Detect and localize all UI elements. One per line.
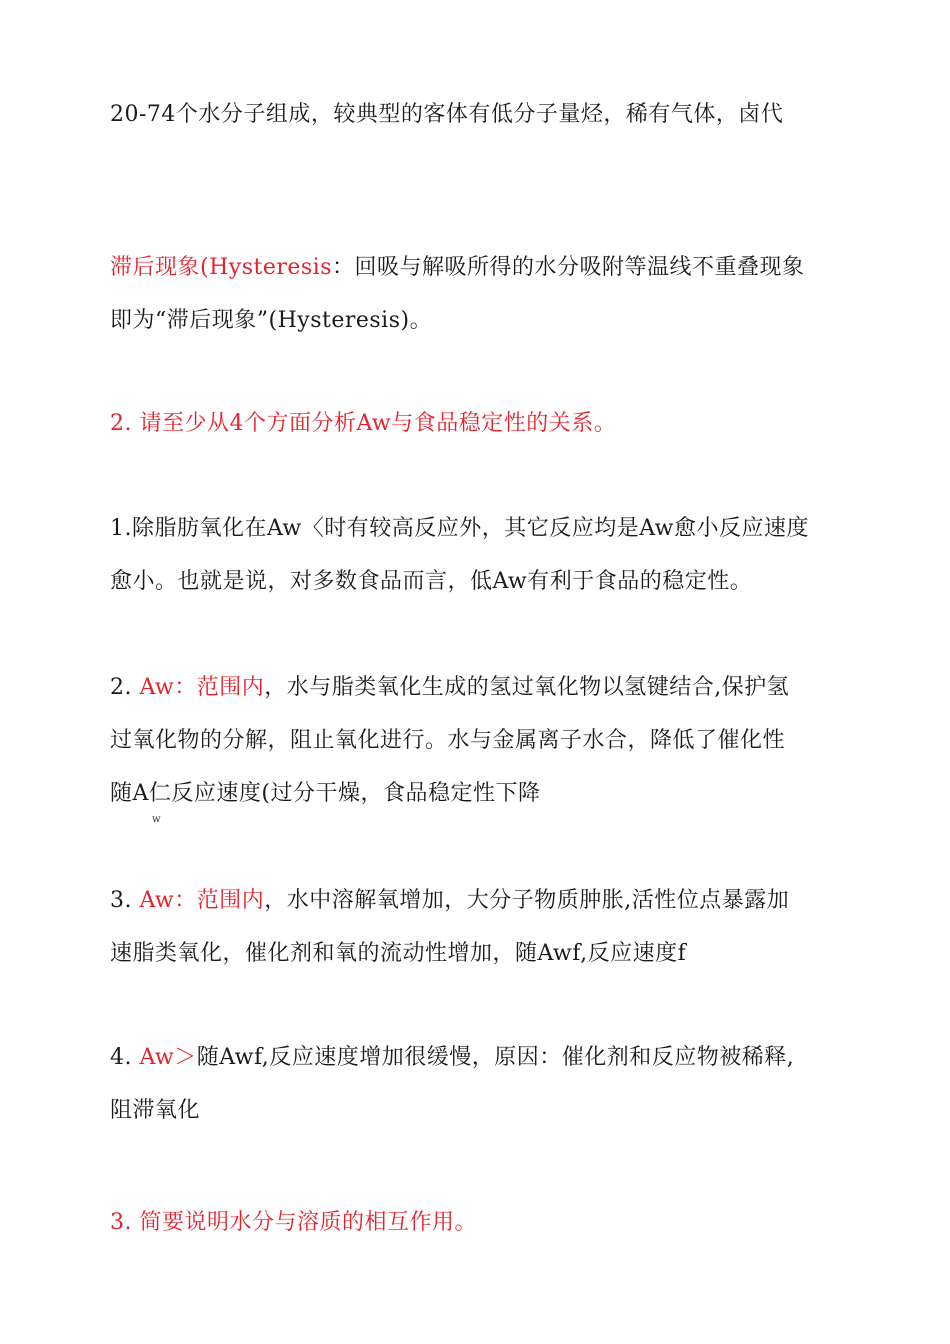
answer-1-line-2: 愈小。也就是说，对多数食品而言，低Aw有利于食品的稳定性。 (110, 569, 753, 594)
answer-2-number: 2. (110, 675, 140, 700)
answer-3-line-2: 速脂类氧化，催化剂和氧的流动性增加，随Awf,反应速度f (110, 941, 687, 966)
answer-2-subscript: w (152, 814, 161, 825)
answer-4-number: 4. (110, 1045, 140, 1070)
question-2-heading: 2. 请至少从4个方面分析Aw与食品稳定性的关系。 (110, 411, 617, 436)
hysteresis-definition-line-1 (110, 253, 805, 283)
answer-3-text: ，水中溶解氧增加，大分子物质肿胀,活性位点暴露加 (264, 888, 790, 913)
answer-2-aw-range: Aw：范围内 (139, 675, 265, 700)
answer-4-line-1 (110, 1043, 794, 1073)
answer-2-line-3: 随A仁反应速度(过分干燥，食品稳定性下降 (110, 781, 541, 806)
answer-2-text: ，水与脂类氧化生成的氢过氧化物以氢键结合,保护氢 (264, 675, 790, 700)
hysteresis-definition-text: ：回吸与解吸所得的水分吸附等温线不重叠现象 (332, 255, 805, 280)
question-3-heading: 3. 简要说明水分与溶质的相互作用。 (110, 1210, 477, 1235)
answer-2-line-2: 过氧化物的分解，阻止氧化进行。水与金属离子水合，降低了催化性 (110, 728, 786, 753)
answer-3-aw-range: Aw：范围内 (139, 888, 265, 913)
clathrate-text-line: 20-74个水分子组成，较典型的客体有低分子量烃，稀有气体，卤代 (110, 102, 784, 127)
answer-4-aw-range: Aw＞ (139, 1045, 197, 1070)
answer-1-line-1: 1.除脂肪氧化在Aw〈时有较高反应外，其它反应均是Aw愈小反应速度 (110, 516, 809, 541)
answer-4-line-2: 阻滞氧化 (110, 1098, 201, 1123)
hysteresis-definition-line-2: 即为“滞后现象”(Hysteresis)。 (110, 308, 433, 333)
answer-4-text: 随Awf,反应速度增加很缓慢，原因：催化剂和反应物被稀释, (196, 1045, 795, 1070)
hysteresis-term: 滞后现象(Hysteresis (110, 255, 333, 280)
answer-3-number: 3. (110, 888, 140, 913)
answer-2-line-1 (110, 673, 789, 703)
answer-3-line-1 (110, 886, 789, 916)
